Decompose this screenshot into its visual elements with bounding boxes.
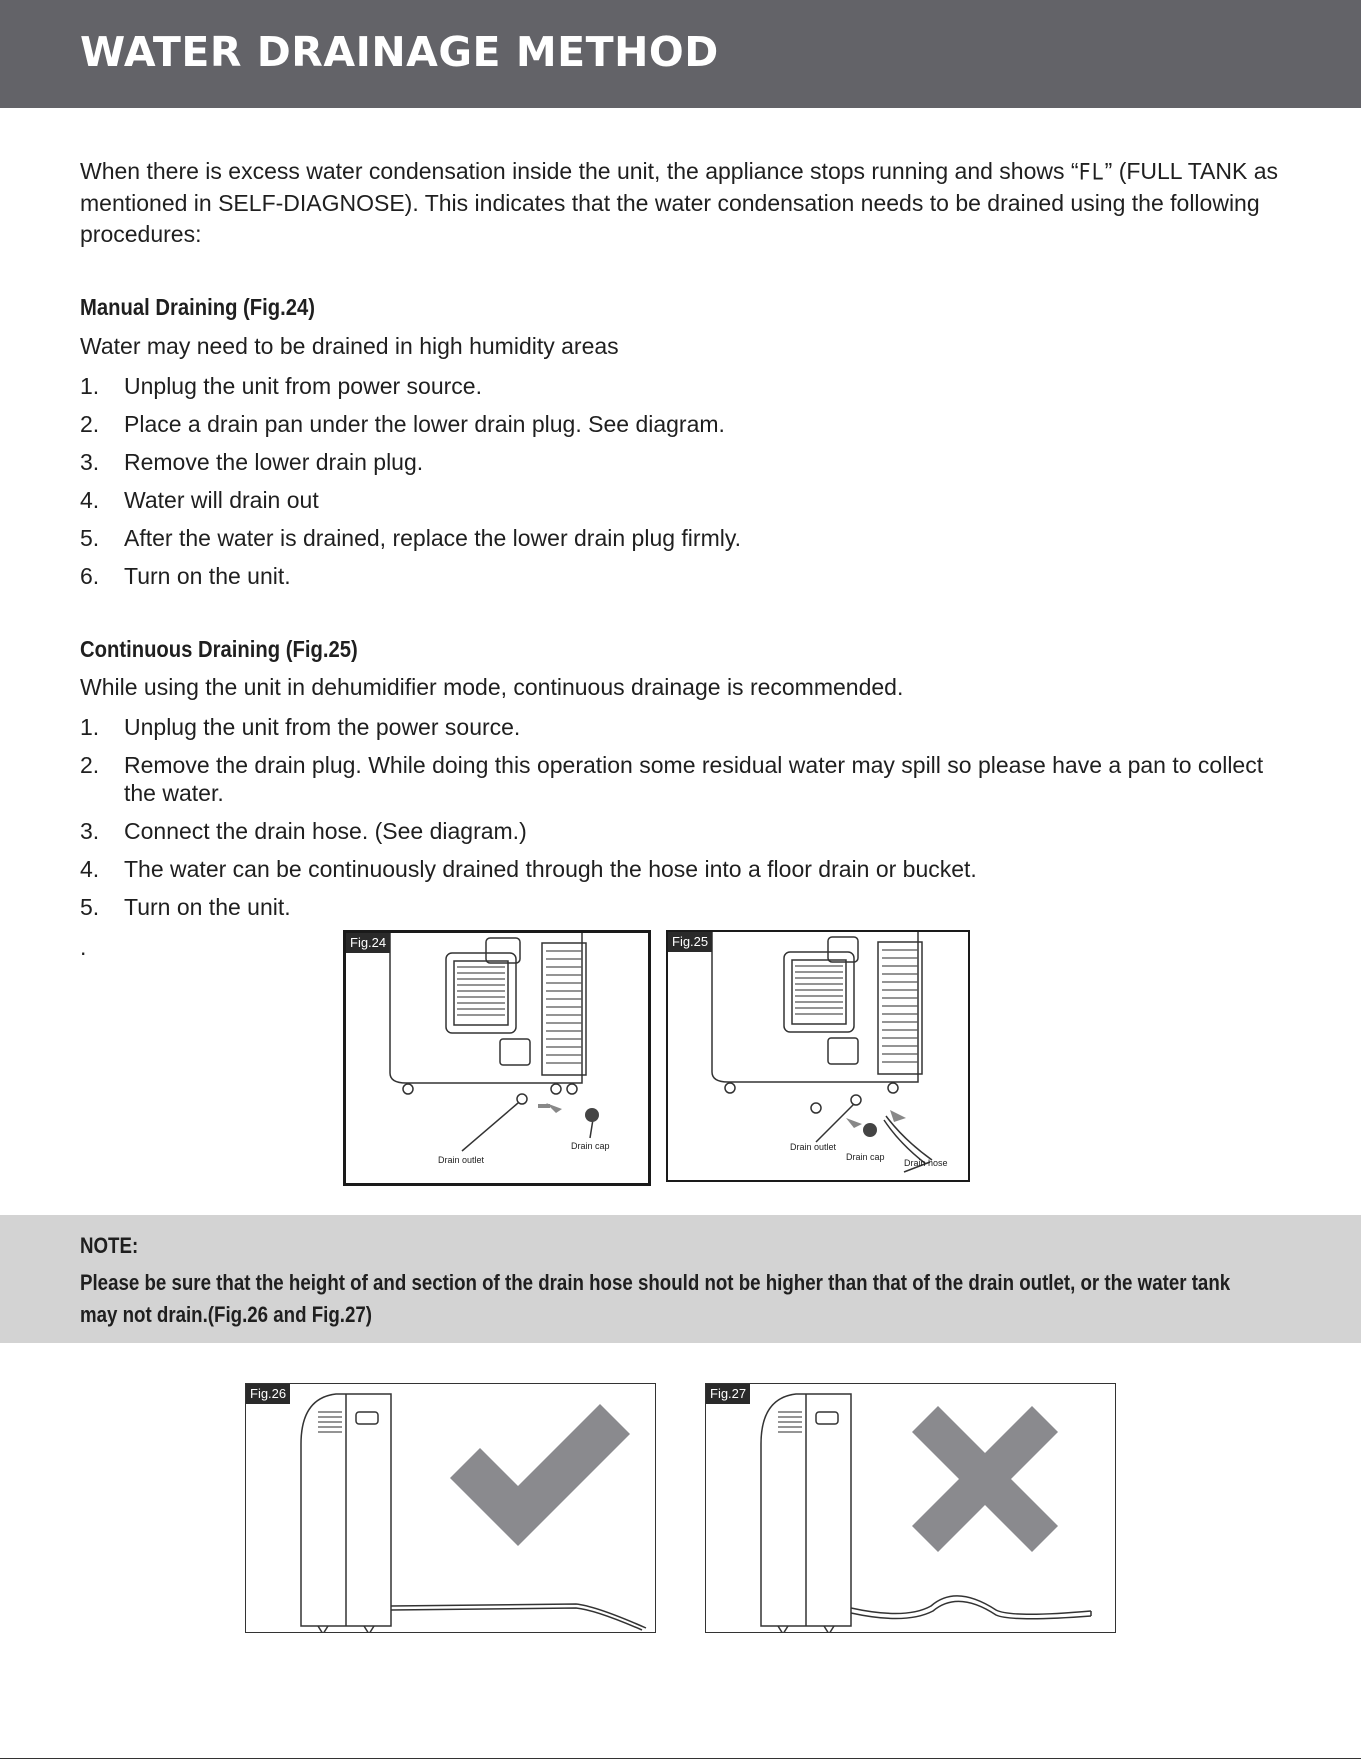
step-text: Remove the lower drain plug. [124, 449, 424, 475]
fig25-label-outlet: Drain outlet [790, 1142, 837, 1152]
cross-icon [912, 1406, 1058, 1552]
fig25-label-hose: Drain hose [904, 1158, 948, 1168]
fig24-tag: Fig.24 [346, 933, 390, 953]
step-number: 3. [80, 449, 100, 475]
list-item [80, 524, 1280, 552]
checkmark-icon [450, 1404, 630, 1546]
manual-draining-title: Manual Draining (Fig.24) [80, 294, 316, 320]
continuous-draining-title: Continuous Draining (Fig.25) [80, 636, 358, 662]
footer-rule [0, 1758, 1361, 1759]
step-number: 6. [80, 563, 100, 589]
list-item [80, 855, 1280, 883]
step-number: 5. [80, 525, 100, 551]
step-text: After the water is drained, replace the lower drain plug firmly. [124, 525, 742, 551]
step-number: 3. [80, 818, 100, 844]
note-body: Please be sure that the height of and section of the drain hose should not be higher than that of the drain outlet, or the water tank may not drain.(Fig.26 and Fig.27) [80, 1270, 1231, 1327]
step-text: Place a drain pan under the lower drain plug. See diagram. [124, 411, 725, 437]
figure-24 [343, 930, 651, 1186]
list-item [80, 817, 1280, 845]
trailing-dot: . [80, 934, 87, 960]
step-number: 4. [80, 856, 100, 882]
intro-paragraph [80, 156, 1280, 250]
step-number: 2. [80, 752, 100, 778]
fig26-tag: Fig.26 [246, 1384, 290, 1404]
fig26-drawing [246, 1384, 655, 1632]
step-number: 5. [80, 894, 100, 920]
full-tank-code: FL [1078, 158, 1105, 186]
note-box [0, 1215, 1361, 1343]
list-item [80, 751, 1280, 807]
figure-25 [666, 930, 970, 1182]
page-title: WATER DRAINAGE METHOD [80, 28, 719, 76]
fig24-label-cap: Drain cap [571, 1141, 610, 1151]
list-item [80, 893, 1280, 921]
intro-text-before: When there is excess water condensation inside the unit, the appliance stops running and shows “ [80, 158, 1079, 184]
list-item [80, 486, 1280, 514]
step-text: Water will drain out [124, 487, 319, 513]
step-text: Connect the drain hose. (See diagram.) [124, 818, 527, 844]
manual-steps-list [80, 372, 1280, 600]
list-item [80, 562, 1280, 590]
manual-draining-lead: Water may need to be drained in high humidity areas [80, 333, 619, 359]
intro-text-after: ” (FULL TANK as mentioned in SELF-DIAGNOSE). This indicates that the water condensation needs to be drained using the following procedures: [80, 158, 1279, 247]
step-number: 2. [80, 411, 100, 437]
continuous-steps-list [80, 713, 1280, 931]
step-text: The water can be continuously drained through the hose into a floor drain or bucket. [124, 856, 977, 882]
fig27-tag: Fig.27 [706, 1384, 750, 1404]
list-item [80, 713, 1280, 741]
list-item [80, 448, 1280, 476]
step-text: Turn on the unit. [124, 894, 291, 920]
note-title: NOTE: [80, 1233, 139, 1258]
step-number: 1. [80, 373, 100, 399]
fig25-drawing [668, 932, 968, 1180]
continuous-draining-lead: While using the unit in dehumidifier mode, continuous drainage is recommended. [80, 674, 904, 700]
step-text: Remove the drain plug. While doing this operation some residual water may spill so please have a pan to collect the water. [124, 752, 1264, 806]
step-number: 4. [80, 487, 100, 513]
fig27-drawing [706, 1384, 1115, 1632]
page-header [0, 0, 1361, 108]
list-item [80, 372, 1280, 400]
figure-27 [705, 1383, 1116, 1633]
step-text: Unplug the unit from the power source. [124, 714, 521, 740]
step-text: Unplug the unit from power source. [124, 373, 482, 399]
figure-26 [245, 1383, 656, 1633]
step-text: Turn on the unit. [124, 563, 291, 589]
fig25-tag: Fig.25 [668, 932, 712, 952]
step-number: 1. [80, 714, 100, 740]
fig24-drawing [346, 933, 648, 1183]
fig25-label-cap: Drain cap [846, 1152, 885, 1162]
fig24-label-outlet: Drain outlet [438, 1155, 485, 1165]
list-item [80, 410, 1280, 438]
